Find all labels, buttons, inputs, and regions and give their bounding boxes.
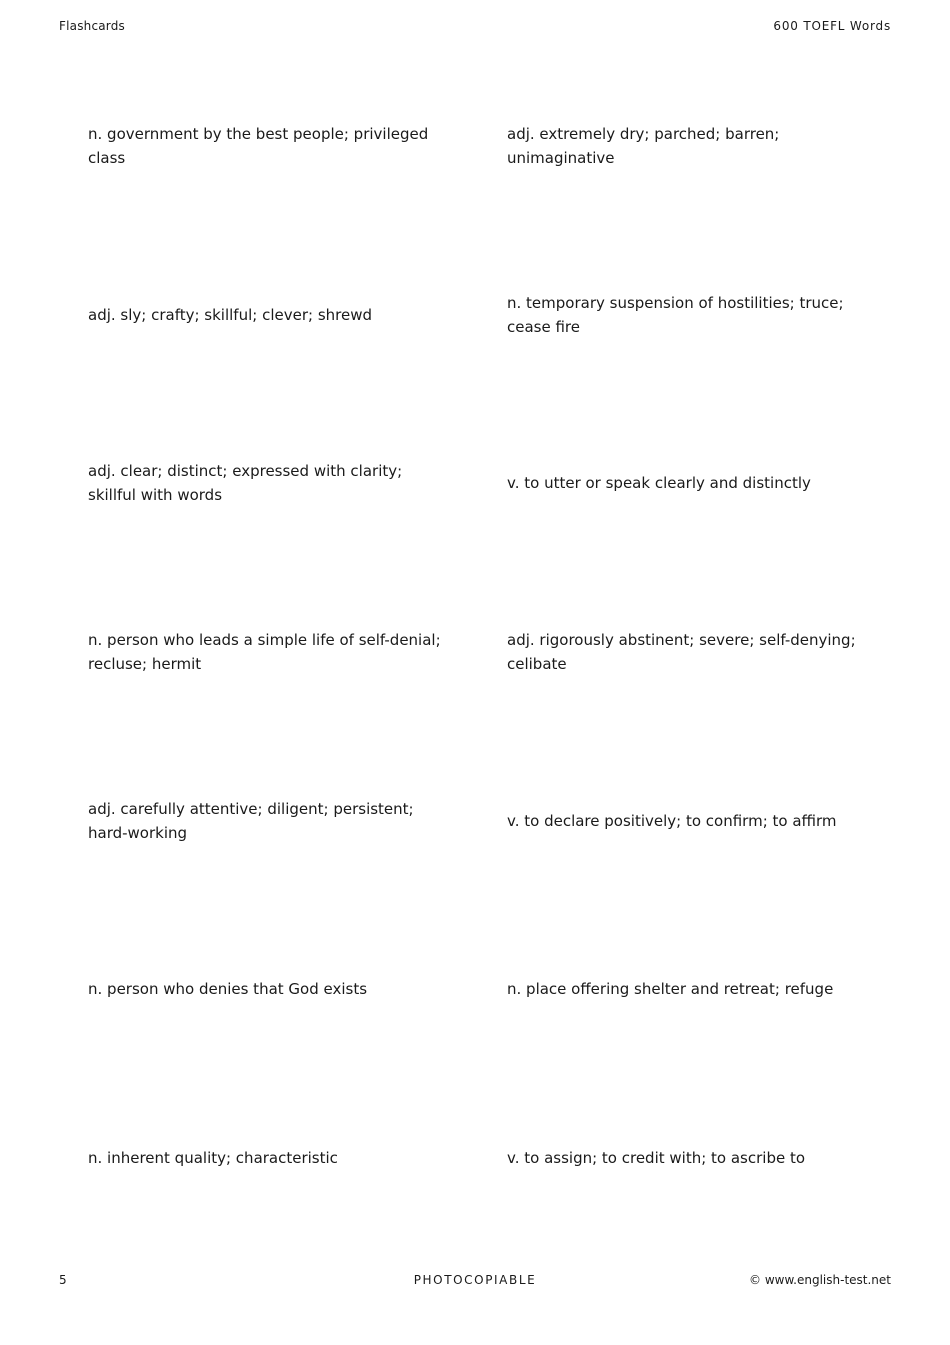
flashcard-definition: v. to utter or speak clearly and distinctly (507, 474, 811, 493)
flashcard (507, 62, 868, 231)
flashcard-definition: v. to declare positively; to confirm; to affirm (507, 811, 837, 830)
flashcard (88, 62, 507, 231)
flashcard-definition: n. person who leads a simple life of self-denial; recluse; hermit (88, 630, 441, 673)
flashcard (88, 568, 507, 737)
flashcard-definition: adj. carefully attentive; diligent; persistent; hard-working (88, 799, 414, 842)
flashcard-definition: n. inherent quality; characteristic (88, 1148, 338, 1167)
flashcard-definition: n. person who denies that God exists (88, 980, 368, 999)
photocopiable-label: PHOTOCOPIABLE (413, 1273, 537, 1287)
page-number: 5 (59, 1273, 67, 1287)
flashcard (88, 905, 507, 1074)
flashcard (507, 1073, 868, 1242)
flashcard-definition: adj. rigorously abstinent; severe; self-denying; celibate (507, 630, 856, 673)
flashcard (88, 231, 507, 400)
flashcard-grid (88, 62, 868, 1242)
flashcard-definition: adj. extremely dry; parched; barren; unimaginative (507, 125, 780, 168)
flashcard (507, 905, 868, 1074)
header-title: Flashcards (59, 19, 125, 33)
flashcard (88, 1073, 507, 1242)
flashcard (88, 399, 507, 568)
flashcard-definition: n. place offering shelter and retreat; refuge (507, 980, 834, 999)
flashcard (88, 736, 507, 905)
flashcard-definition: n. government by the best people; privileged class (88, 125, 429, 168)
flashcard-definition: n. temporary suspension of hostilities; truce; cease fire (507, 293, 844, 336)
flashcard-definition: adj. sly; crafty; skillful; clever; shrewd (88, 305, 372, 324)
flashcard (507, 568, 868, 737)
flashcard-definition: v. to assign; to credit with; to ascribe to (507, 1148, 806, 1167)
flashcard (507, 231, 868, 400)
header-book-title: 600 TOEFL Words (773, 19, 891, 33)
copyright-website: © www.english-test.net (749, 1273, 891, 1287)
flashcard-definition: adj. clear; distinct; expressed with clarity; skillful with words (88, 462, 403, 505)
flashcard (507, 736, 868, 905)
flashcard (507, 399, 868, 568)
